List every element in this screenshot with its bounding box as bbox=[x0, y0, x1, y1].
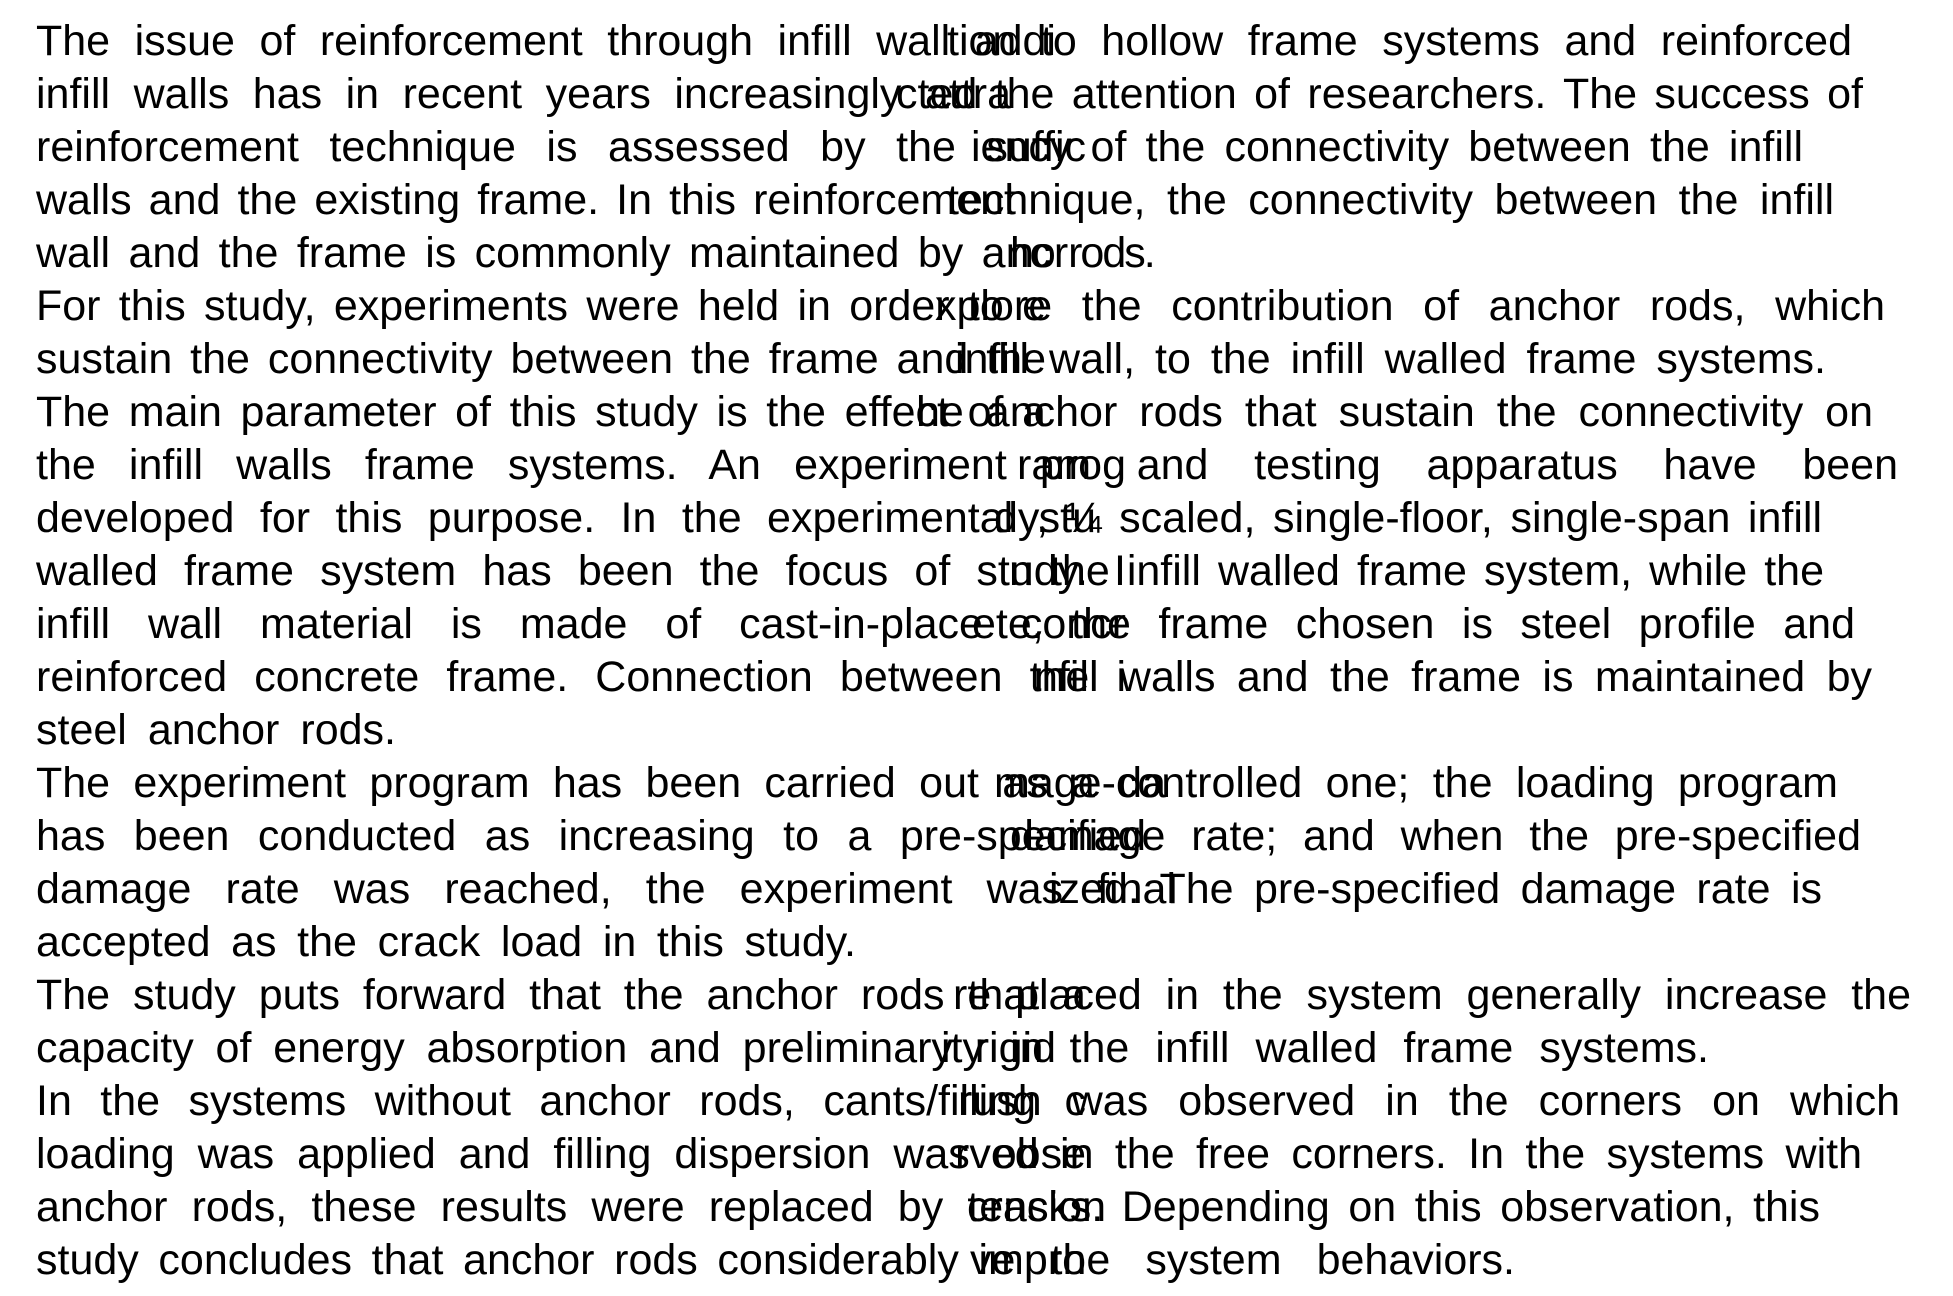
text-segment-right: rved in the free corners. In the systems with bbox=[955, 1130, 1862, 1178]
text-segment-left: developed for this purpose. In the experimental stu bbox=[36, 494, 1096, 542]
text-segment-left: loading was applied and filling dispersion was obse bbox=[36, 1130, 1086, 1178]
text-segment-left: In the systems without anchor rods, cants/filling c bbox=[36, 1077, 1086, 1125]
text-segment-left: has been conducted as increasing to a pre-specified bbox=[36, 812, 1146, 860]
text-segment-right: ram and testing apparatus have been bbox=[1017, 441, 1898, 489]
text-segment-right: ized. The pre-specified damage rate is bbox=[1049, 865, 1822, 913]
text-segment-right: technique, the connectivity between the infill bbox=[947, 176, 1834, 224]
text-segment-left: anchor rods, these results were replaced by tension bbox=[36, 1183, 1106, 1231]
text-segment-left: reinforcement technique is assessed by the suffic bbox=[36, 123, 1086, 171]
text-segment-left: infill wall material is made of cast-in-place concr bbox=[36, 600, 1126, 648]
text-segment-left: reinforced concrete frame. Connection between the i bbox=[36, 653, 1126, 701]
text-segment-right: ete, the frame chosen is steel profile and bbox=[972, 600, 1855, 648]
text-segment-right: tion to hollow frame systems and reinforced bbox=[947, 17, 1852, 65]
text-segment-left: walls and the existing frame. In this reinforcement bbox=[36, 176, 1016, 224]
text-segment-right: xplore the contribution of anchor rods, which bbox=[935, 282, 1885, 330]
text-segment-right: damage rate; and when the pre-specified bbox=[1010, 812, 1861, 860]
text-segment-left: sustain the connectivity between the frame and the bbox=[36, 335, 1046, 383]
text-segment-right: re placed in the system generally increase the bbox=[953, 971, 1911, 1019]
text-segment-right: hor rods. bbox=[1010, 229, 1154, 277]
text-segment-left: The study puts forward that the anchor rods that a bbox=[36, 971, 1086, 1019]
text-segment-left: accepted as the crack load in this study. bbox=[36, 918, 856, 966]
text-segment-right: mage-controlled one; the loading program bbox=[994, 759, 1838, 807]
text-segment-left: infill walls has in recent years increasingly attra bbox=[36, 70, 1011, 118]
text-segment-left: The experiment program has been carried out as a da bbox=[36, 759, 1166, 807]
text-segment-left: study concludes that anchor rods considerably impro bbox=[36, 1236, 1086, 1284]
text-segment-left: the infill walls frame systems. An experiment prog bbox=[36, 441, 1126, 489]
text-segment-right: cted the attention of researchers. The success of bbox=[896, 70, 1863, 118]
text-segment-left: wall and the frame is commonly maintained by anc bbox=[36, 229, 1051, 277]
text-segment-left: walled frame system has been the focus of study. I bbox=[36, 547, 1126, 595]
text-segment-right: ve the system behaviors. bbox=[970, 1236, 1515, 1284]
text-segment-right: infill wall, to the infill walled frame systems. bbox=[955, 335, 1826, 383]
text-segment-right: cracks. Depending on this observation, this bbox=[967, 1183, 1820, 1231]
text-segment-left: capacity of energy absorption and preliminary rigid bbox=[36, 1024, 1056, 1072]
text-segment-right: ity in the infill walled frame systems. bbox=[941, 1024, 1709, 1072]
text-segment-right: rush was observed in the corners on which bbox=[958, 1077, 1900, 1125]
text-segment-left: The issue of reinforcement through infill wall addi bbox=[36, 17, 1056, 65]
text-segment-left: For this study, experiments were held in order to e bbox=[36, 282, 1046, 330]
text-segment-right: nfill walls and the frame is maintained by bbox=[1034, 653, 1872, 701]
text-segment-left: damage rate was reached, the experiment was final bbox=[36, 865, 1176, 913]
text-segment-right: iency of the connectivity between the infill bbox=[971, 123, 1803, 171]
text-segment-left: The main parameter of this study is the effect of a bbox=[36, 388, 1046, 436]
text-segment-right: n the infill walled frame system, while the bbox=[1009, 547, 1824, 595]
text-segment-right: he anchor rods that sustain the connectivity on bbox=[916, 388, 1873, 436]
text-segment-left: steel anchor rods. bbox=[36, 706, 396, 754]
text-segment-right: dy, ¼ scaled, single-floor, single-span infill bbox=[994, 494, 1822, 542]
